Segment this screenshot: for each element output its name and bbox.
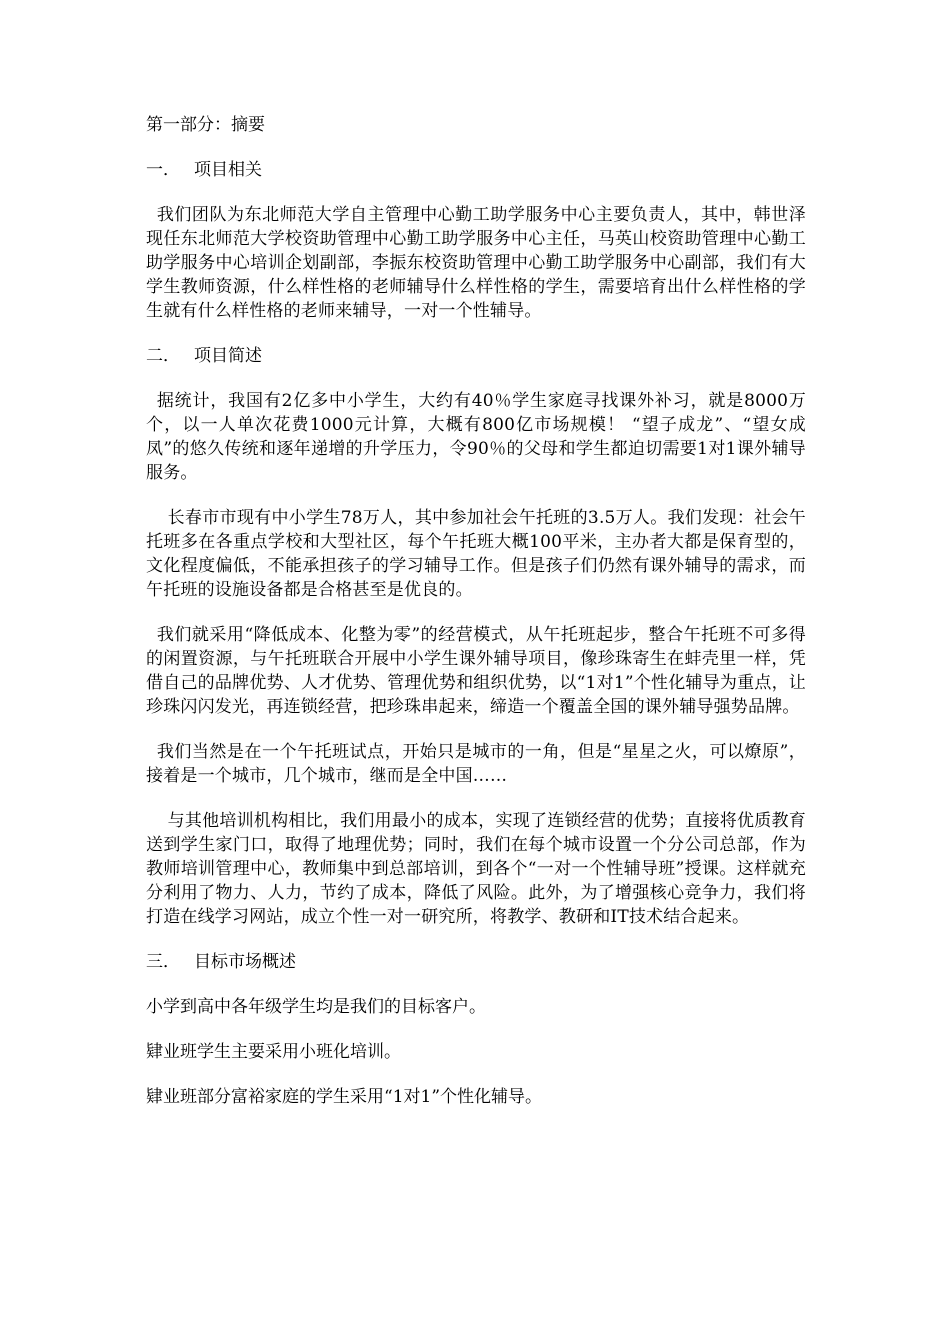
section-number: 二． [146,346,180,366]
section-heading-3 [146,950,806,974]
paragraph-advantages: 与其他培训机构相比，我们用最小的成本，实现了连锁经营的优势；直接将优质教育送到学生家门口，取得了地理优势；同时，我们在每个城市设置一个分公司总部，作为教师培训管理中心，教师集中到总部培训，到各个“一对一个性辅导班”授课。这样就充分利用了物力、人力，节约了成本，降低了风险。此外，为了增强核心竞争力，我们将打造在线学习网站，成立个性一对一研究所，将教学、教研和IT技术结合起来。 [146,811,806,927]
section-number: 三． [146,952,180,972]
paragraph-target-customers: 小学到高中各年级学生均是我们的目标客户。 [146,997,486,1017]
section-heading-2 [146,344,806,368]
section-heading-1 [146,158,806,182]
paragraph-one-on-one: 肄业班部分富裕家庭的学生采用“1对1”个性化辅导。 [146,1087,543,1107]
paragraph-changchun: 长春市市现有中小学生78万人，其中参加社会午托班的3.5万人。我们发现：社会午托班多在各重点学校和大型社区，每个午托班大概100平米，主办者大都是保育型的，文化程度偏低，不能承担孩子的学习辅导工作。但是孩子们仍然有课外辅导的需求，而午托班的设施设备都是合格甚至是优良的。 [146,508,806,600]
part-title: 第一部分：摘要 [146,115,265,135]
paragraph-team: 我们团队为东北师范大学自主管理中心勤工助学服务中心主要负责人，其中，韩世泽现任东北师范大学校资助管理中心勤工助学服务中心主任，马英山校资助管理中心勤工助学服务中心培训企划副部，李振东校资助管理中心勤工助学服务中心副部，我们有大学生教师资源，什么样性格的老师辅导什么样性格的学生，需要培育出什么样性格的学生就有什么样性格的老师来辅导，一对一个性辅导。 [146,205,806,321]
paragraph-pilot: 我们当然是在一个午托班试点，开始只是城市的一角，但是“星星之火，可以燎原”，接着是一个城市，几个城市，继而是全中国…… [146,742,806,786]
paragraph-statistics: 据统计，我国有2亿多中小学生，大约有40％学生家庭寻找课外补习，就是8000万个，以一人单次花费1000元计算，大概有800亿市场规模！ “望子成龙”、“望女成凤”的悠久传统和逐年递增的升学压力，令90％的父母和学生都迫切需要1对1课外辅导服务。 [146,391,806,483]
section-title: 目标市场概述 [194,952,296,972]
paragraph-small-class: 肄业班学生主要采用小班化培训。 [146,1042,401,1062]
section-title: 项目简述 [194,346,262,366]
section-number: 一． [146,160,180,180]
section-title: 项目相关 [194,160,262,180]
document-page [146,113,806,1130]
paragraph-business-model: 我们就采用“降低成本、化整为零”的经营模式，从午托班起步，整合午托班不可多得的闲置资源，与午托班联合开展中小学生课外辅导项目，像珍珠寄生在蚌壳里一样，凭借自己的品牌优势、人才优势、管理优势和组织优势，以“1对1”个性化辅导为重点，让珍珠闪闪发光，再连锁经营，把珍珠串起来，缔造一个覆盖全国的课外辅导强势品牌。 [146,625,806,717]
